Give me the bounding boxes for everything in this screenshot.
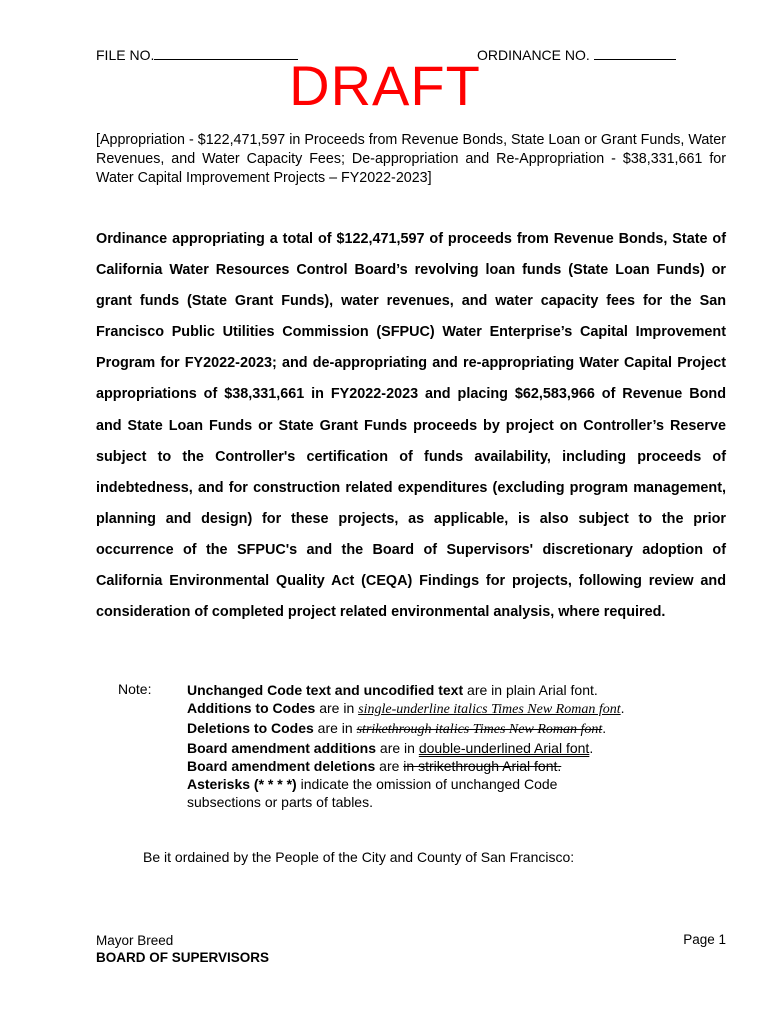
note-line4-mid: are in [376,740,419,756]
note-line2-end: . [620,700,625,716]
footer-board: BOARD OF SUPERVISORS [96,950,270,965]
footer-sponsor: Mayor Breed [96,933,174,948]
note-line5-mid: are [375,758,404,774]
note-line-board-additions [187,739,707,757]
note-line-unchanged [187,681,707,699]
ordinance-title: Ordinance appropriating a total of $122,471,597 of proceeds from Revenue Bonds, State of California Water Resources Control Board’s revolving loan funds (State Loan Funds) or grant funds (State Grant Funds), water revenues, and water capacity fees for the San Francisco Public Utilities Commission (SFPUC) Water Enterprise’s Capital Improvement Program for FY2022-2023; and de-appropriating and re-appropriating Water Capital Project appropriations of $38,331,661 in FY2022-2023 and placing $62,583,966 of Revenue Bond and State Loan Funds or State Grant Funds proceeds by project on Controller’s Reserve subject to the Controller's certification of funds availability, including proceeds of indebtedness, and for construction related expenditures (excluding program management, planning and design) for these projects, as applicable, is also subject to the prior occurrence of the SFPUC's and the Board of Supervisors' discretionary adoption of California Environmental Quality Act (CEQA) Findings for projects, following review and consideration of completed project related environmental analysis, where required. [96,231,726,621]
note-line3-mid: are in [313,720,357,736]
file-no-label: FILE NO. [96,47,155,63]
note-line2-styled: single-underline italics Times New Roman font [358,702,621,717]
footer-left [96,932,269,966]
note-line1-bold: Unchanged Code text and uncodified text [187,682,464,698]
draft-watermark: DRAFT [289,54,481,117]
note-line2-bold: Additions to Codes [187,700,316,716]
note-line-board-deletions [187,757,707,775]
page-number: Page 1 [683,932,726,947]
note-line3-end: . [602,720,607,736]
note-line6-bold: Asterisks (* * * *) [187,776,297,792]
note-line4-styled: double-underlined Arial font [418,740,590,756]
note-line3-styled: strikethrough italics Times New Roman font [356,722,603,737]
note-line-deletions [187,719,707,739]
note-line-subsections: subsections or parts of tables. [187,794,373,810]
ordinance-no-label: ORDINANCE NO. [477,47,590,63]
note-line1-rest: are in plain Arial font. [463,682,598,698]
note-line5-styled: in strikethrough Arial font. [403,758,562,774]
note-line4-end: . [589,740,594,756]
note-body [187,681,707,811]
note-line5-bold: Board amendment deletions [187,758,376,774]
note-line4-bold: Board amendment additions [187,740,377,756]
note-line-additions [187,699,707,719]
note-line2-mid: are in [315,700,359,716]
note-line3-bold: Deletions to Codes [187,720,314,736]
appropriation-summary: [Appropriation - $122,471,597 in Proceeds from Revenue Bonds, State Loan or Grant Funds, Water Revenues, and Water Capacity Fees; De-appropriation and Re-Appropriation - $38,331,661 for Water Capital Improvement Projects – FY2022-2023] [96,132,726,186]
note-label: Note: [118,681,152,697]
note-line6-rest: indicate the omission of unchanged Code [296,776,558,792]
note-line-asterisks [187,775,707,793]
enacting-clause: Be it ordained by the People of the City and County of San Francisco: [143,849,575,865]
